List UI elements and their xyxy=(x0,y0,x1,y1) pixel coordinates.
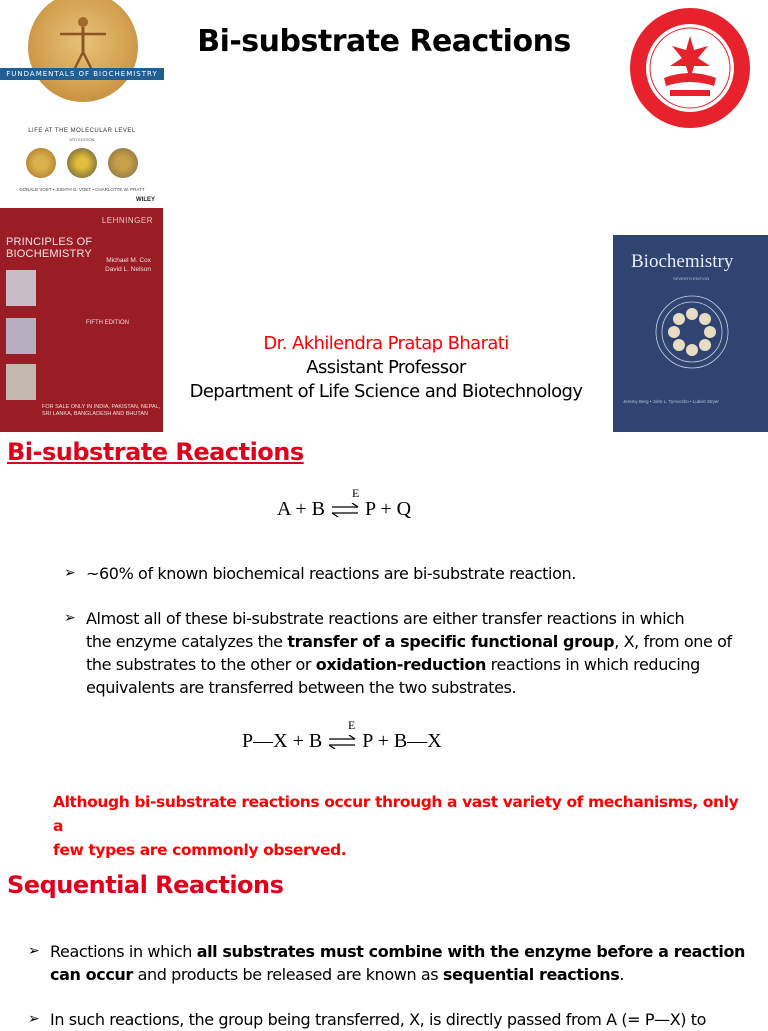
bullet-line xyxy=(86,653,746,676)
bullet-line xyxy=(50,963,750,986)
equation-products: P + Q xyxy=(364,498,412,520)
bold-text-run: transfer of a specific functional group xyxy=(287,632,615,651)
bullet-line: Almost all of these bi-substrate reactions are either transfer reactions in which xyxy=(86,609,685,628)
equation-reactants: P—X + B xyxy=(242,730,323,752)
slide-title: Bi-substrate Reactions xyxy=(197,24,571,59)
bullet-item xyxy=(28,940,750,986)
book-authors: DONALD VOET • JUDITH G. VOET • CHARLOTTE W. PRATT xyxy=(19,187,145,192)
bullet-arrow-icon: ➢ xyxy=(64,565,76,581)
enzyme-label: E xyxy=(348,718,356,732)
bold-text-run: can occur xyxy=(50,965,133,984)
bullet-text: In such reactions, the group being transferred, X, is directly passed from A (= P—X) to xyxy=(50,1010,707,1029)
equation-1 xyxy=(277,498,411,521)
author-block xyxy=(120,332,652,404)
equation-reactants: A + B xyxy=(277,498,325,520)
vitruvian-man-icon xyxy=(58,14,108,74)
book-edition: FIFTH EDITION xyxy=(86,320,129,326)
text-run: and products be released are known as xyxy=(132,965,443,984)
text-run: the substrates to the other or xyxy=(86,655,316,674)
enzyme-label: E xyxy=(352,486,360,500)
molecule-icon xyxy=(108,148,138,178)
bullet-line xyxy=(86,630,746,653)
bullet-item xyxy=(64,607,746,699)
bullet-arrow-icon: ➢ xyxy=(28,1011,40,1027)
book-edition: 5TH EDITION xyxy=(69,137,95,142)
book-authors xyxy=(105,256,151,274)
note-line: few types are commonly observed. xyxy=(53,841,347,859)
university-logo xyxy=(628,6,752,130)
book-author: Michael M. Cox xyxy=(106,257,151,264)
text-run: . xyxy=(619,965,625,984)
bullet-text: ~60% of known biochemical reactions are bi-substrate reaction. xyxy=(86,564,576,583)
text-run: Reactions in which xyxy=(50,942,197,961)
mechanism-note xyxy=(53,790,743,862)
author-position: Assistant Professor xyxy=(306,357,466,378)
book-title: Biochemistry xyxy=(631,251,734,272)
book-brand: LEHNINGER xyxy=(101,216,153,225)
book-author: David L. Nelson xyxy=(105,266,151,273)
book-title: PRINCIPLES OF BIOCHEMISTRY xyxy=(6,236,93,260)
protein-image xyxy=(6,318,36,354)
text-run: the enzyme catalyzes the xyxy=(86,632,288,651)
fundamentals-book-cover xyxy=(0,0,164,205)
molecule-icon xyxy=(26,148,56,178)
protein-image xyxy=(6,364,36,400)
bold-text-run: sequential reactions xyxy=(442,965,620,984)
protein-image xyxy=(6,270,36,306)
equation-products: P + B—X xyxy=(362,730,442,752)
book-authors: Jeremy Berg • John L. Tymoczko • Lubert Stryer xyxy=(623,399,719,404)
molecule-icon xyxy=(67,148,97,178)
book-sale-notice xyxy=(42,404,160,418)
equilibrium-arrows-icon xyxy=(328,735,356,749)
book-edition: SEVENTH EDITION xyxy=(673,276,710,281)
equilibrium-arrows-icon xyxy=(331,503,359,517)
book-title-band: FUNDAMENTALS OF BIOCHEMISTRY xyxy=(0,68,164,80)
protein-ring-icon xyxy=(653,293,731,371)
sale-line: FOR SALE ONLY IN INDIA, PAKISTAN, NEPAL, xyxy=(42,404,161,410)
bold-text-run: oxidation-reduction xyxy=(315,655,486,674)
text-run: , X, from one of xyxy=(614,632,732,651)
bullet-line: equivalents are transferred between the two substrates. xyxy=(86,678,517,697)
bullet-line xyxy=(50,940,750,963)
bullet-item xyxy=(64,562,746,585)
bullet-arrow-icon: ➢ xyxy=(28,943,40,959)
bullet-item xyxy=(28,1008,760,1031)
author-department: Department of Life Science and Biotechnology xyxy=(189,381,583,402)
author-name: Dr. Akhilendra Pratap Bharati xyxy=(263,333,509,354)
equation-2 xyxy=(242,730,442,753)
section-heading-sequential: Sequential Reactions xyxy=(7,871,284,899)
note-line: Although bi-substrate reactions occur through a vast variety of mechanisms, only a xyxy=(53,793,739,835)
book-subtitle: LIFE AT THE MOLECULAR LEVEL xyxy=(28,128,136,134)
publisher-logo: WILEY xyxy=(136,197,155,203)
section-heading-bisubstrate: Bi-substrate Reactions xyxy=(7,438,304,466)
sale-line: SRI LANKA, BANGLADESH AND BHUTAN xyxy=(42,411,148,417)
bold-text-run: all substrates must combine with the enzyme before a reaction xyxy=(196,942,746,961)
bullet-arrow-icon: ➢ xyxy=(64,610,76,626)
text-run: reactions in which reducing xyxy=(485,655,700,674)
